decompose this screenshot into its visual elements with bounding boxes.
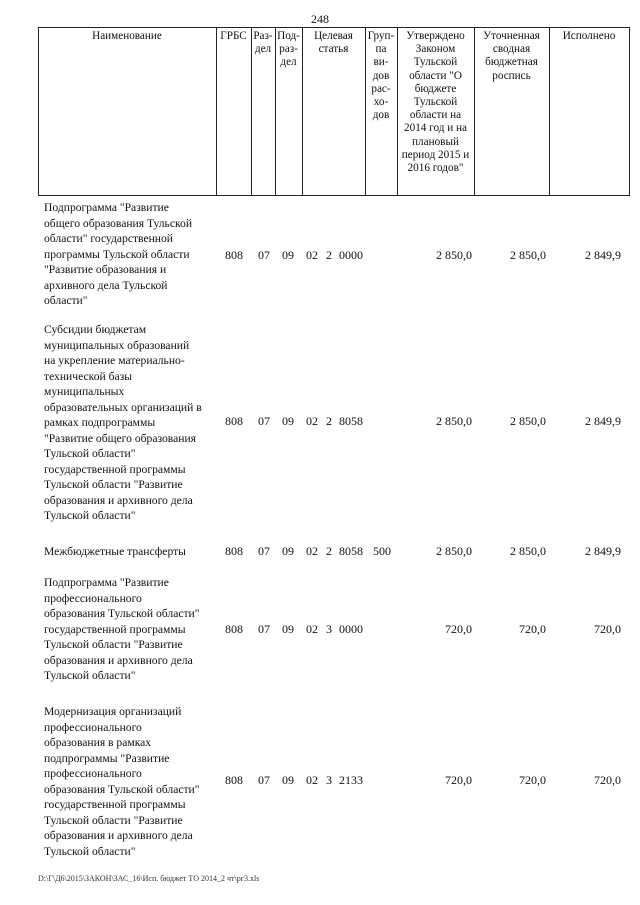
header-celevaya-statya: Целевая статья [314,30,353,56]
header-bottom-border [38,195,630,196]
header-utverzhdeno: Утверждено Законом Тульской области "О бюджете Тульской области на 2014 год и на плановый период 2015 и 2016 годов" [401,30,470,175]
row-utochnennaya: 720,0 [519,622,546,636]
header-podrazdel: Под- раз- дел [277,30,300,69]
header-top-border [38,27,630,28]
row-grbs: 808 [225,248,243,262]
row-cs-program: 02 [306,414,318,428]
header-gruppa-vidov-rashodov: Груп- па ви- дов рас- хо- дов [367,30,395,122]
row-podrazdel: 09 [282,544,294,558]
header-razdel: Раз- дел [253,30,273,56]
row-podrazdel: 09 [282,414,294,428]
row-razdel: 07 [258,773,270,787]
row-name: Субсидии бюджетам муниципальных образований на укрепление материально- технической базы муниципальных образовательных организаций в рамках подпрограммы "Развитие общего образования Тульской области" государственной программы Тульской области "Развитие образования и архивного дела Тульской области" [44,323,202,522]
row-ispolneno: 2 849,9 [585,414,621,428]
row-ispolneno: 720,0 [594,622,621,636]
header-name: Наименование [92,30,162,42]
row-cs-subprogram: 2 [326,414,332,428]
row-grbs: 808 [225,773,243,787]
row-cs-program: 02 [306,248,318,262]
row-grbs: 808 [225,414,243,428]
row-cs-code: 0000 [339,622,363,636]
row-grbs: 808 [225,622,243,636]
row-name: Модернизация организаций профессионального образования в рамках подпрограммы "Развитие профессионального образования Тульской области" государственной программы Тульской области "Развитие образования и архивного дела Тульской области" [44,705,200,858]
row-cs-code: 2133 [339,773,363,787]
row-razdel: 07 [258,544,270,558]
header-utochnennaya-rospis: Уточненная сводная бюджетная роспись [483,30,540,82]
col-divider-ispolneno [549,27,550,196]
row-cs-code: 8058 [339,544,363,558]
row-podrazdel: 09 [282,622,294,636]
page-number: 248 [311,12,329,26]
row-ispolneno: 2 849,9 [585,544,621,558]
row-utverzhdeno: 2 850,0 [436,248,472,262]
header-ispolneno: Исполнено [562,30,616,42]
row-podrazdel: 09 [282,773,294,787]
row-ispolneno: 2 849,9 [585,248,621,262]
row-cs-code: 8058 [339,414,363,428]
row-utochnennaya: 2 850,0 [510,414,546,428]
row-name: Подпрограмма "Развитие общего образования Тульской области" государственной программы Тульской области "Развитие образования и архивного дела Тульской области" [44,201,193,307]
row-name: Межбюджетные трансферты [44,545,186,558]
footer-file-path: D:\Г\Д6\2015\ЗАКОН\ЗАС_16\Исп. бюджет ТО 2014_2 чт\рг3.xls [38,874,260,883]
row-cs-program: 02 [306,544,318,558]
row-utverzhdeno: 720,0 [445,773,472,787]
row-name: Подпрограмма "Развитие профессионального образования Тульской области" государственной программы Тульской области "Развитие образования и архивного дела Тульской области" [44,576,200,682]
col-divider-grbs [216,27,217,196]
row-utochnennaya: 2 850,0 [510,248,546,262]
row-utverzhdeno: 720,0 [445,622,472,636]
row-utverzhdeno: 2 850,0 [436,544,472,558]
row-utverzhdeno: 2 850,0 [436,414,472,428]
row-ispolneno: 720,0 [594,773,621,787]
col-divider-right [629,27,630,196]
row-cs-program: 02 [306,773,318,787]
row-razdel: 07 [258,414,270,428]
row-grbs: 808 [225,544,243,558]
row-podrazdel: 09 [282,248,294,262]
row-cs-subprogram: 2 [326,544,332,558]
row-cs-subprogram: 2 [326,248,332,262]
col-divider-left [38,27,39,196]
row-cs-program: 02 [306,622,318,636]
row-cs-subprogram: 3 [326,622,332,636]
row-cs-subprogram: 3 [326,773,332,787]
row-razdel: 07 [258,622,270,636]
row-utochnennaya: 720,0 [519,773,546,787]
row-utochnennaya: 2 850,0 [510,544,546,558]
row-cs-code: 0000 [339,248,363,262]
row-gruppa: 500 [373,544,391,558]
header-grbs: ГРБС [220,30,247,42]
row-razdel: 07 [258,248,270,262]
